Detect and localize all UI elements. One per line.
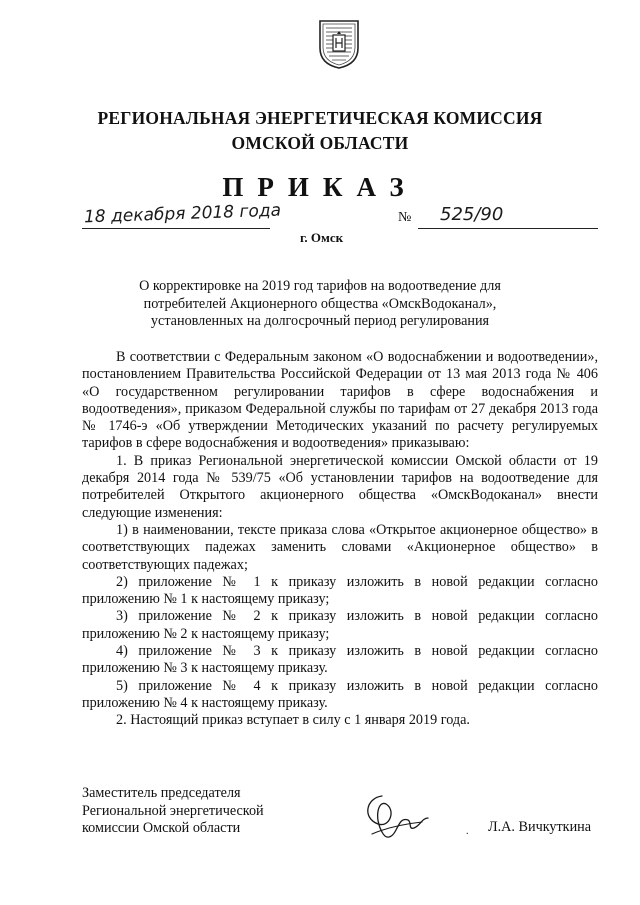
subject-line: потребителей Акционерного общества «ОмскВодоканал»,: [143, 295, 497, 312]
position-line: Региональной энергетической: [82, 802, 264, 819]
order-number-prefix: №: [398, 210, 412, 225]
subitem-1: 1) в наименовании, тексте приказа слова «Открытое акционерное общество» в соответствующих падежах заменить словами «Акционерное общество» в соответствующих падежах;: [82, 521, 598, 573]
order-body: [82, 349, 598, 730]
subject-line: О корректировке на 2019 год тарифов на водоотведение для: [139, 278, 501, 294]
preamble-paragraph: В соответствии с Федеральным законом «О водоснабжении и водоотведении», постановлением Правительства Российской Федерации от 13 мая 2013 года № 406 «О государственном регулировании тарифов в сфере водоснабжения и водоотведения», приказом Федеральной службы по тарифам от 27 декабря 2013 года № 1746-э «Об утверждении Методических указаний по расчету регулируемых тарифов в сфере водоснабжения и водоотведения» приказываю:: [82, 349, 598, 452]
order-number: 525/90: [440, 204, 504, 225]
position-line: комиссии Омской области: [82, 820, 241, 836]
subitem-2: 2) приложение № 1 к приказу изложить в новой редакции согласно приложению № 1 к настоящему приказу;: [82, 573, 598, 608]
signatory-position: [82, 785, 264, 838]
subitem-3: 3) приложение № 2 к приказу изложить в новой редакции согласно приложению № 2 к настоящему приказу;: [82, 608, 598, 642]
signature-image: [352, 788, 436, 846]
subitem-4: 4) приложение № 3 к приказу изложить в новой редакции согласно приложению № 3 к настоящему приказу.: [82, 643, 598, 677]
subitem-5: 5) приложение № 4 к приказу изложить в новой редакции согласно приложению № 4 к настоящему приказу.: [82, 677, 598, 711]
order-date: 18 декабря 2018 года: [83, 200, 282, 228]
item-1-paragraph: 1. В приказ Региональной энергетической комиссии Омской области от 19 декабря 2014 года № 539/75 «Об установлении тарифов на водоотведение для потребителей Открытого акционерного общества «ОмскВодоканал» внести следующие изменения:: [82, 452, 598, 521]
document-title: ПРИКАЗ: [222, 172, 418, 202]
subject-line: установленных на долгосрочный период регулирования: [150, 313, 490, 329]
position-line: Заместитель председателя: [82, 785, 241, 801]
number-underline: [418, 228, 598, 229]
coat-of-arms-icon: [318, 18, 360, 70]
city: г. Омск: [300, 230, 344, 245]
order-subject: [80, 278, 560, 331]
organization-name-line1: РЕГИОНАЛЬНАЯ ЭНЕРГЕТИЧЕСКАЯ КОМИССИЯ: [97, 108, 543, 128]
signatory-name: Л.А. Вичкуткина: [488, 819, 592, 835]
signature-dot: .: [466, 826, 469, 837]
date-underline: [82, 228, 270, 229]
organization-name-line2: ОМСКОЙ ОБЛАСТИ: [231, 133, 409, 153]
item-2-paragraph: 2. Настоящий приказ вступает в силу с 1 января 2019 года.: [116, 712, 470, 729]
